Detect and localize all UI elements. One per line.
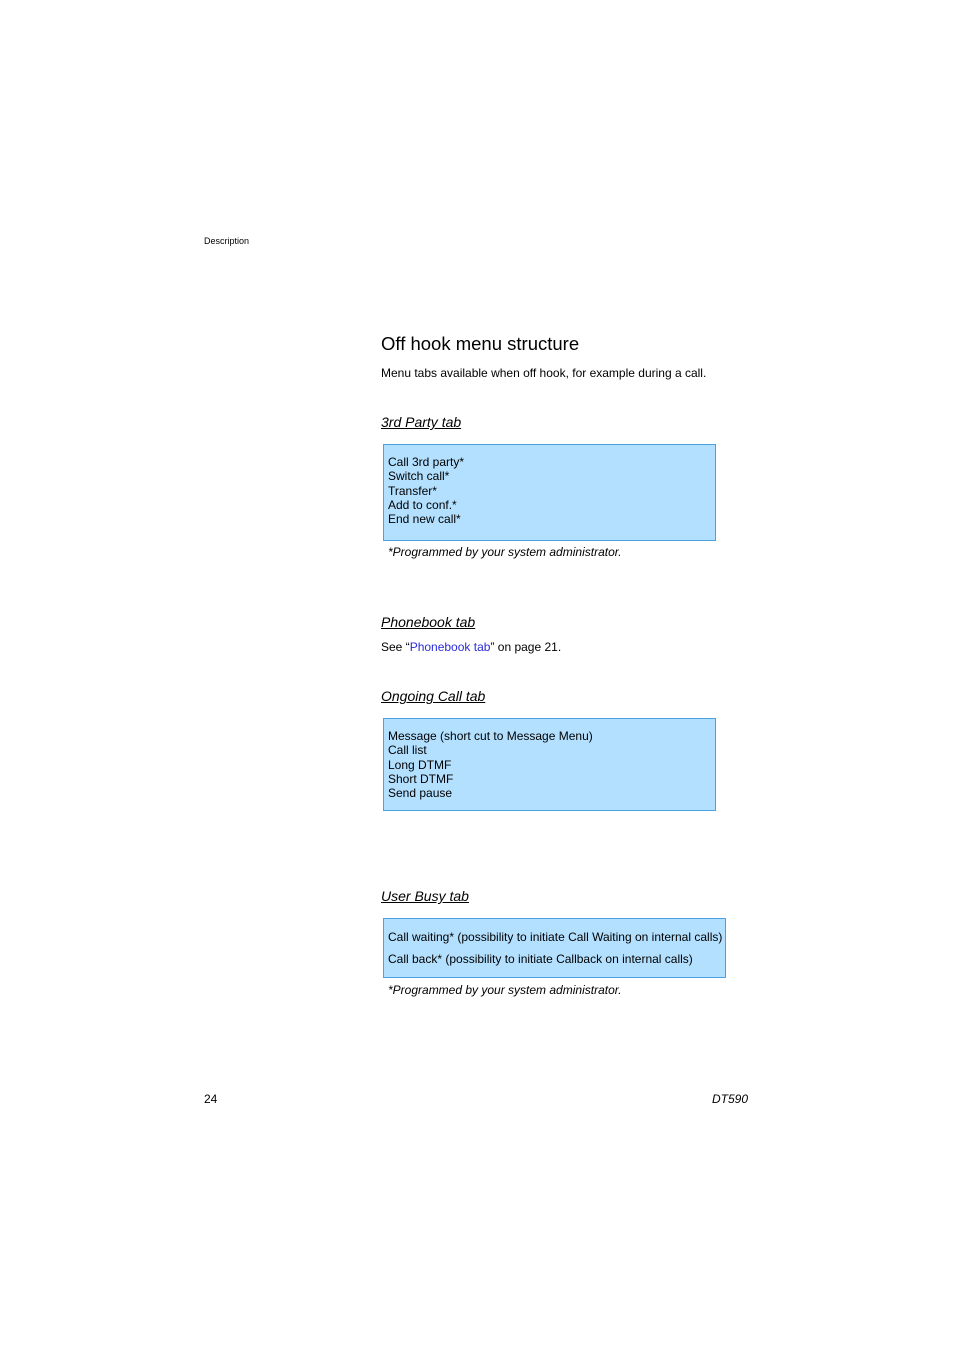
- menu-item-add-to-conf: Add to conf.*: [388, 497, 457, 512]
- menu-item-call-waiting: Call waiting* (possibility to initiate Call Waiting on internal calls): [388, 930, 723, 944]
- phonebook-tab-heading: Phonebook tab: [381, 614, 476, 630]
- third-party-footnote: *Programmed by your system administrator.: [388, 545, 622, 559]
- third-party-menu-box: [383, 444, 716, 541]
- menu-item-message: Message (short cut to Message Menu): [388, 729, 593, 743]
- user-busy-footnote: *Programmed by your system administrator.: [388, 983, 622, 997]
- phonebook-reference: [381, 640, 561, 654]
- page-title: Off hook menu structure: [381, 333, 580, 354]
- page-number: 24: [204, 1092, 218, 1106]
- see-suffix: ” on page 21.: [490, 640, 562, 654]
- menu-item-long-dtmf: Long DTMF: [388, 757, 452, 772]
- menu-item-call-back: Call back* (possibility to initiate Callback on internal calls): [388, 952, 693, 966]
- menu-item-call-list: Call list: [388, 743, 427, 758]
- user-busy-menu-box: [383, 918, 726, 978]
- menu-item-transfer: Transfer*: [388, 483, 437, 498]
- see-prefix: See “: [381, 640, 410, 654]
- ongoing-call-menu-box: [383, 718, 716, 811]
- menu-item-end-new-call: End new call*: [388, 512, 461, 527]
- menu-item-send-pause: Send pause: [388, 786, 453, 801]
- phonebook-tab-link[interactable]: Phonebook tab: [409, 640, 491, 654]
- third-party-tab-heading: 3rd Party tab: [381, 414, 462, 430]
- section-label: Description: [204, 236, 250, 246]
- user-busy-tab-heading: User Busy tab: [381, 888, 469, 904]
- intro-text: Menu tabs available when off hook, for example during a call.: [381, 366, 707, 380]
- menu-item-call-3rd-party: Call 3rd party*: [388, 455, 465, 469]
- menu-item-switch-call: Switch call*: [388, 469, 450, 484]
- document-code: DT590: [712, 1092, 749, 1106]
- ongoing-call-tab-heading: Ongoing Call tab: [381, 688, 486, 704]
- menu-item-short-dtmf: Short DTMF: [388, 771, 454, 786]
